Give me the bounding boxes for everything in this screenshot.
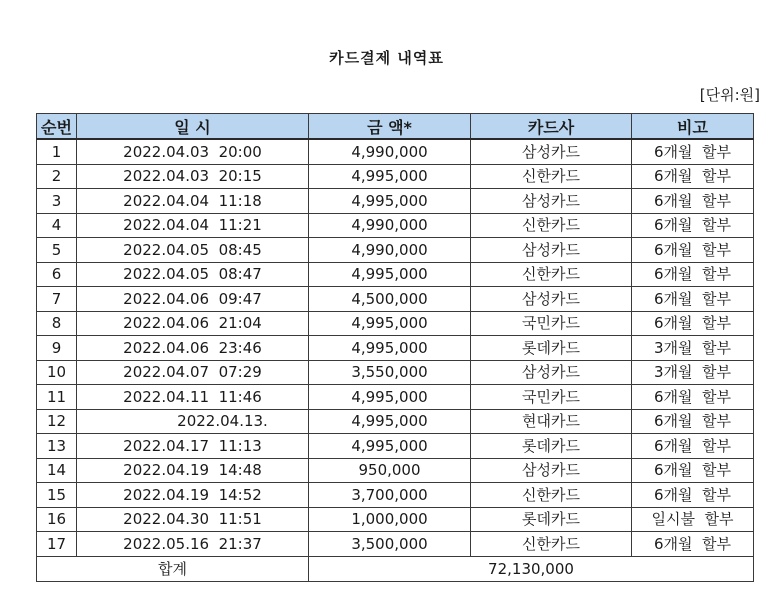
row-datetime: 2022.04.17 11:13 (77, 434, 309, 459)
row-datetime: 2022.05.16 21:37 (77, 532, 309, 557)
row-card-company: 롯데카드 (471, 434, 632, 459)
table-row (37, 189, 754, 214)
table-row (37, 213, 754, 238)
row-datetime: 2022.04.06 09:47 (77, 287, 309, 312)
row-note: 6개월 할부 (632, 483, 754, 508)
row-number: 6 (37, 262, 77, 287)
header-row (37, 114, 754, 140)
total-label: 합계 (37, 556, 309, 581)
row-card-company: 삼성카드 (471, 139, 632, 164)
table-row (37, 311, 754, 336)
table-header (37, 114, 754, 140)
card-payment-table (36, 113, 754, 582)
row-amount: 4,990,000 (309, 213, 471, 238)
table-row (37, 238, 754, 263)
row-amount: 4,995,000 (309, 262, 471, 287)
row-card-company: 롯데카드 (471, 336, 632, 361)
row-card-company: 삼성카드 (471, 458, 632, 483)
row-note: 6개월 할부 (632, 189, 754, 214)
row-amount: 3,700,000 (309, 483, 471, 508)
row-datetime: 2022.04.07 07:29 (77, 360, 309, 385)
row-datetime: 2022.04.04 11:21 (77, 213, 309, 238)
row-datetime: 2022.04.19 14:52 (77, 483, 309, 508)
row-amount: 1,000,000 (309, 507, 471, 532)
row-card-company: 삼성카드 (471, 360, 632, 385)
total-row (37, 556, 754, 581)
table-row (37, 336, 754, 361)
row-note: 6개월 할부 (632, 287, 754, 312)
row-number: 15 (37, 483, 77, 508)
row-card-company: 신한카드 (471, 213, 632, 238)
row-card-company: 삼성카드 (471, 238, 632, 263)
row-note: 6개월 할부 (632, 164, 754, 189)
row-number: 9 (37, 336, 77, 361)
table-row (37, 287, 754, 312)
row-number: 10 (37, 360, 77, 385)
row-amount: 4,995,000 (309, 164, 471, 189)
row-amount: 4,995,000 (309, 434, 471, 459)
row-number: 1 (37, 139, 77, 164)
row-datetime: 2022.04.05 08:45 (77, 238, 309, 263)
total-amount: 72,130,000 (309, 556, 754, 581)
row-card-company: 삼성카드 (471, 287, 632, 312)
row-datetime: 2022.04.11 11:46 (77, 385, 309, 410)
row-number: 14 (37, 458, 77, 483)
row-note: 6개월 할부 (632, 139, 754, 164)
column-header-note: 비고 (632, 114, 754, 140)
table-row (37, 532, 754, 557)
row-amount: 4,995,000 (309, 336, 471, 361)
row-datetime: 2022.04.03 20:00 (77, 139, 309, 164)
row-note: 6개월 할부 (632, 238, 754, 263)
column-header-datetime: 일 시 (77, 114, 309, 140)
row-note: 6개월 할부 (632, 532, 754, 557)
row-note: 3개월 할부 (632, 360, 754, 385)
row-number: 11 (37, 385, 77, 410)
row-amount: 4,995,000 (309, 385, 471, 410)
table-row (37, 409, 754, 434)
row-note: 6개월 할부 (632, 213, 754, 238)
row-card-company: 삼성카드 (471, 189, 632, 214)
row-number: 13 (37, 434, 77, 459)
row-number: 7 (37, 287, 77, 312)
row-amount: 4,995,000 (309, 189, 471, 214)
row-amount: 4,990,000 (309, 139, 471, 164)
row-datetime: 2022.04.19 14:48 (77, 458, 309, 483)
row-note: 일시불 할부 (632, 507, 754, 532)
row-number: 8 (37, 311, 77, 336)
row-number: 4 (37, 213, 77, 238)
table-row (37, 164, 754, 189)
row-note: 6개월 할부 (632, 409, 754, 434)
row-card-company: 국민카드 (471, 385, 632, 410)
row-amount: 3,500,000 (309, 532, 471, 557)
row-datetime: 2022.04.06 23:46 (77, 336, 309, 361)
table-body (37, 139, 754, 556)
row-number: 12 (37, 409, 77, 434)
table-footer (37, 556, 754, 581)
row-datetime: 2022.04.03 20:15 (77, 164, 309, 189)
row-amount: 4,995,000 (309, 311, 471, 336)
table-row (37, 360, 754, 385)
column-header-amount: 금 액* (309, 114, 471, 140)
row-datetime: 2022.04.30 11:51 (77, 507, 309, 532)
row-card-company: 신한카드 (471, 262, 632, 287)
row-number: 5 (37, 238, 77, 263)
column-header-number: 순번 (37, 114, 77, 140)
table-row (37, 385, 754, 410)
table-row (37, 139, 754, 164)
table-row (37, 507, 754, 532)
row-number: 17 (37, 532, 77, 557)
table-row (37, 262, 754, 287)
unit-label: [단위:원] (699, 86, 760, 104)
row-amount: 4,995,000 (309, 409, 471, 434)
row-datetime: 2022.04.04 11:18 (77, 189, 309, 214)
table-row (37, 458, 754, 483)
row-note: 6개월 할부 (632, 385, 754, 410)
row-note: 6개월 할부 (632, 311, 754, 336)
table-row (37, 434, 754, 459)
row-card-company: 신한카드 (471, 483, 632, 508)
row-card-company: 국민카드 (471, 311, 632, 336)
row-amount: 4,990,000 (309, 238, 471, 263)
column-header-card-company: 카드사 (471, 114, 632, 140)
row-amount: 950,000 (309, 458, 471, 483)
row-card-company: 현대카드 (471, 409, 632, 434)
row-number: 2 (37, 164, 77, 189)
row-note: 3개월 할부 (632, 336, 754, 361)
row-datetime: 2022.04.13. (77, 409, 309, 434)
row-card-company: 신한카드 (471, 532, 632, 557)
row-card-company: 롯데카드 (471, 507, 632, 532)
document-title: 카드결제 내역표 (329, 49, 444, 67)
row-datetime: 2022.04.06 21:04 (77, 311, 309, 336)
row-card-company: 신한카드 (471, 164, 632, 189)
row-amount: 4,500,000 (309, 287, 471, 312)
row-amount: 3,550,000 (309, 360, 471, 385)
row-number: 3 (37, 189, 77, 214)
row-datetime: 2022.04.05 08:47 (77, 262, 309, 287)
row-note: 6개월 할부 (632, 434, 754, 459)
table-row (37, 483, 754, 508)
row-note: 6개월 할부 (632, 458, 754, 483)
row-number: 16 (37, 507, 77, 532)
row-note: 6개월 할부 (632, 262, 754, 287)
